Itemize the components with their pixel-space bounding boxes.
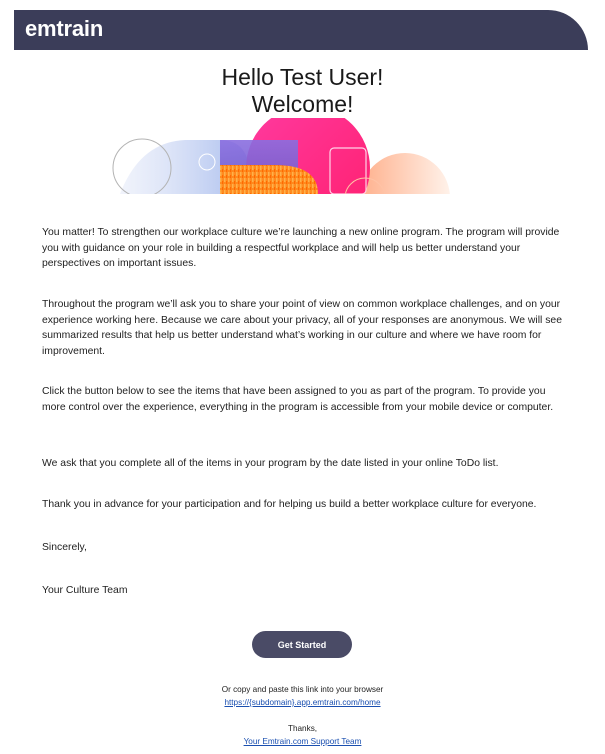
body-paragraph-1: You matter! To strengthen our workplace culture we’re launching a new online program. The program will provide you with guidance on your role in building a respectful workplace and will help us better understand your perspectives on important issues. (42, 227, 560, 269)
hero-illustration (100, 118, 500, 194)
greeting-heading (0, 64, 605, 118)
greeting-line-1: Hello Test User! (221, 64, 384, 90)
get-started-button[interactable]: Get Started (252, 631, 352, 658)
thanks-text: Thanks, (287, 724, 318, 733)
home-link[interactable]: https://{subdomain}.app.emtrain.com/home (224, 698, 381, 707)
signature-text: Your Culture Team (42, 585, 128, 596)
body-paragraph-2: Throughout the program we’ll ask you to share your point of view on common workplace challenges, and on your experience working here. Because we care about your privacy, all of your responses are anonymous. We will see summarized results that help us better understand what’s working in our culture and where we have room for improvement. (42, 299, 562, 357)
sign-off-text: Sincerely, (42, 542, 87, 553)
body-paragraph-3: Click the button below to see the items that have been assigned to you as part of the program. To provide you more control over the experience, everything in the program is accessible from your mobile device or computer. (42, 386, 554, 413)
copy-link-instruction: Or copy and paste this link into your browser (221, 685, 384, 694)
body-paragraph-4: We ask that you complete all of the items in your program by the date listed in your online ToDo list. (42, 458, 499, 469)
emtrain-logo: emtrain (25, 16, 104, 41)
body-paragraph-5: Thank you in advance for your participation and for helping us build a better workplace culture for everyone. (42, 499, 537, 510)
greeting-line-2: Welcome! (251, 91, 354, 117)
support-team-link[interactable]: Your Emtrain.com Support Team (243, 737, 362, 746)
email-header-bar (14, 10, 588, 50)
